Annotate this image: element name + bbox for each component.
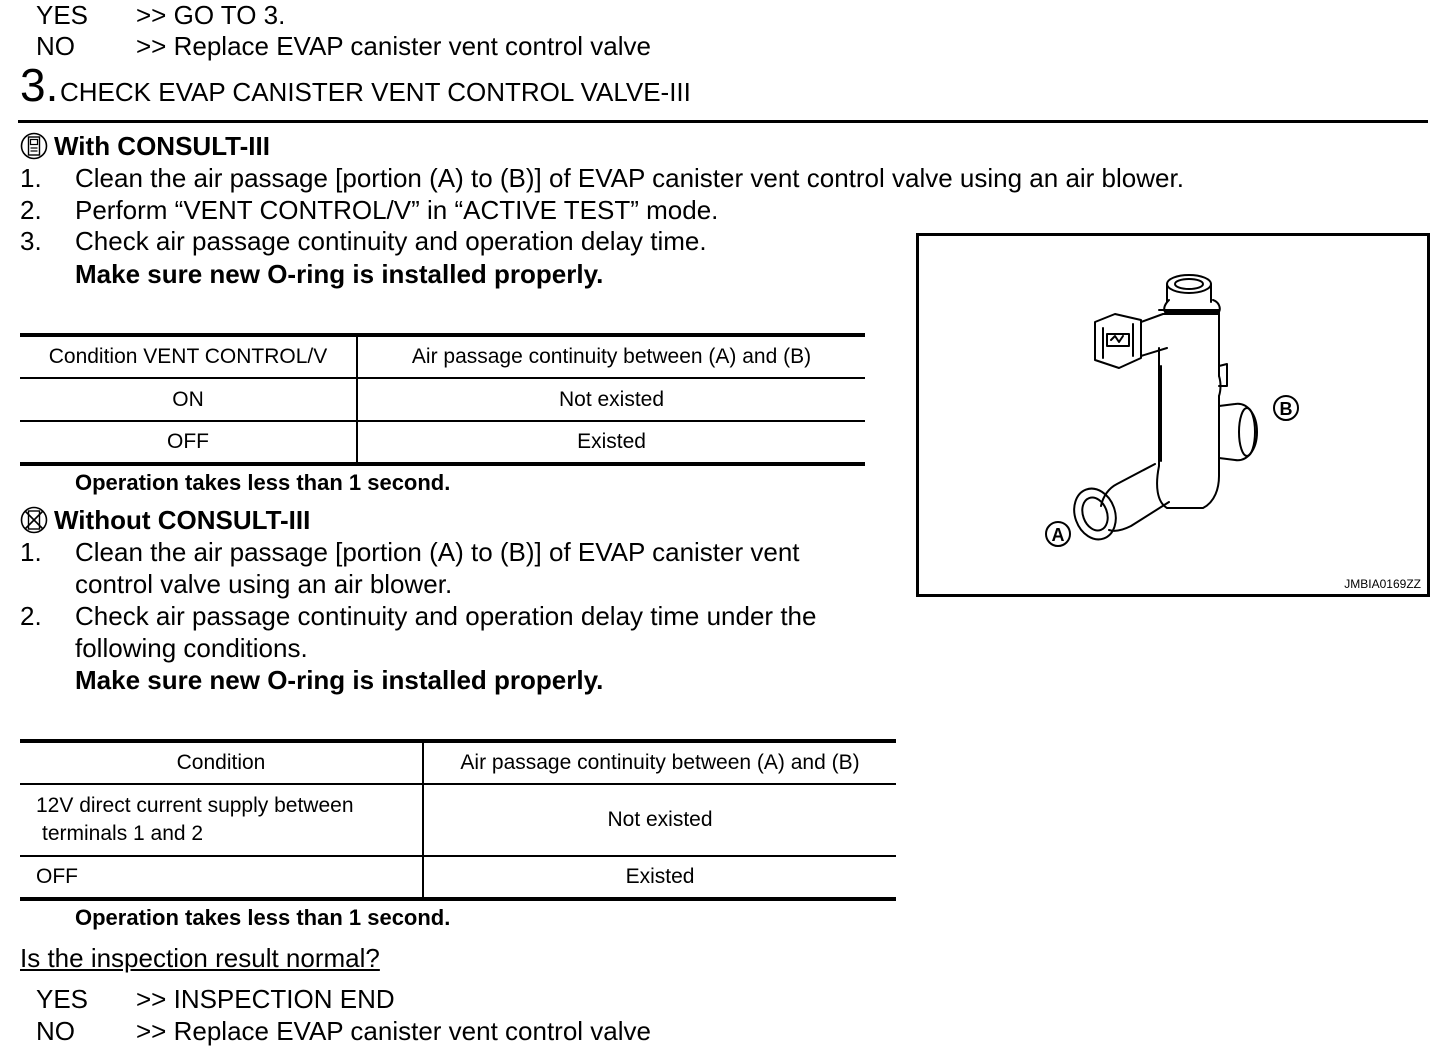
figure-code: JMBIA0169ZZ — [1344, 577, 1421, 591]
with-item-3-num: 3. — [20, 226, 42, 256]
without-table-header-continuity: Air passage continuity between (A) and (B) — [423, 741, 896, 784]
step-title: CHECK EVAP CANISTER VENT CONTROL VALVE-III — [60, 77, 691, 107]
without-note: Make sure new O-ring is installed properly. — [75, 665, 604, 695]
table-row — [20, 856, 896, 899]
with-item-2-num: 2. — [20, 195, 42, 225]
inspection-question: Is the inspection result normal? — [20, 943, 380, 973]
without-item-1-line-2: control valve using an air blower. — [75, 569, 453, 599]
without-table-cell: Existed — [423, 856, 896, 899]
table-row — [20, 421, 865, 464]
prev-no-label: NO — [36, 31, 75, 61]
without-table-cell: Not existed — [423, 784, 896, 856]
step-divider — [18, 120, 1428, 123]
consult-tool-icon — [20, 132, 48, 160]
without-table-row1-line-1: 12V direct current supply between — [36, 794, 354, 817]
with-table-cell: ON — [20, 378, 357, 421]
with-table-cell: Existed — [357, 421, 865, 464]
table-row — [20, 784, 896, 856]
result-yes-text: >> INSPECTION END — [136, 984, 395, 1014]
result-no-label: NO — [36, 1016, 75, 1046]
figure-label-b: B — [1279, 399, 1293, 419]
with-table-cell: OFF — [20, 421, 357, 464]
with-footnote: Operation takes less than 1 second. — [75, 470, 451, 495]
prev-no-text: >> Replace EVAP canister vent control valve — [136, 31, 651, 61]
figure-label-a: A — [1051, 525, 1065, 545]
without-table-cell: OFF — [20, 856, 423, 899]
step-number: 3. — [20, 59, 59, 111]
with-item-3-text: Check air passage continuity and operation delay time. — [75, 226, 707, 256]
no-consult-tool-icon — [20, 506, 48, 534]
with-item-1-text: Clean the air passage [portion (A) to (B)] of EVAP canister vent control valve using an air blower. — [75, 163, 1184, 193]
with-table-cell: Not existed — [357, 378, 865, 421]
prev-yes-text: >> GO TO 3. — [136, 0, 286, 30]
vent-control-valve-illustration — [919, 236, 1427, 594]
without-footnote: Operation takes less than 1 second. — [75, 905, 451, 930]
without-consult-heading-text: Without CONSULT-III — [54, 505, 311, 535]
valve-figure — [916, 233, 1430, 597]
prev-yes-label: YES — [36, 0, 89, 30]
without-item-2-num: 2. — [20, 601, 42, 631]
without-item-2-line-1: Check air passage continuity and operation delay time under the — [75, 601, 817, 631]
with-table-header-continuity: Air passage continuity between (A) and (B) — [357, 335, 865, 378]
without-item-1-num: 1. — [20, 537, 42, 567]
result-yes-label: YES — [36, 984, 89, 1014]
without-table-header-condition: Condition — [20, 741, 423, 784]
without-consult-heading — [20, 505, 310, 535]
without-consult-table — [20, 739, 896, 901]
with-consult-table — [20, 333, 865, 466]
with-table-header-condition: Condition VENT CONTROL/V — [20, 335, 357, 378]
without-table-row1-line-2: terminals 1 and 2 — [42, 822, 204, 845]
without-table-condition-cell — [20, 784, 423, 856]
with-consult-heading-text: With CONSULT-III — [54, 131, 270, 161]
with-item-2-text: Perform “VENT CONTROL/V” in “ACTIVE TEST” mode. — [75, 195, 719, 225]
without-item-2-line-2: following conditions. — [75, 633, 308, 663]
with-note: Make sure new O-ring is installed properly. — [75, 259, 604, 289]
table-row — [20, 378, 865, 421]
result-no-text: >> Replace EVAP canister vent control valve — [136, 1016, 651, 1046]
with-item-1-num: 1. — [20, 163, 42, 193]
without-item-1-line-1: Clean the air passage [portion (A) to (B)] of EVAP canister vent — [75, 537, 800, 567]
with-consult-heading — [20, 131, 270, 161]
